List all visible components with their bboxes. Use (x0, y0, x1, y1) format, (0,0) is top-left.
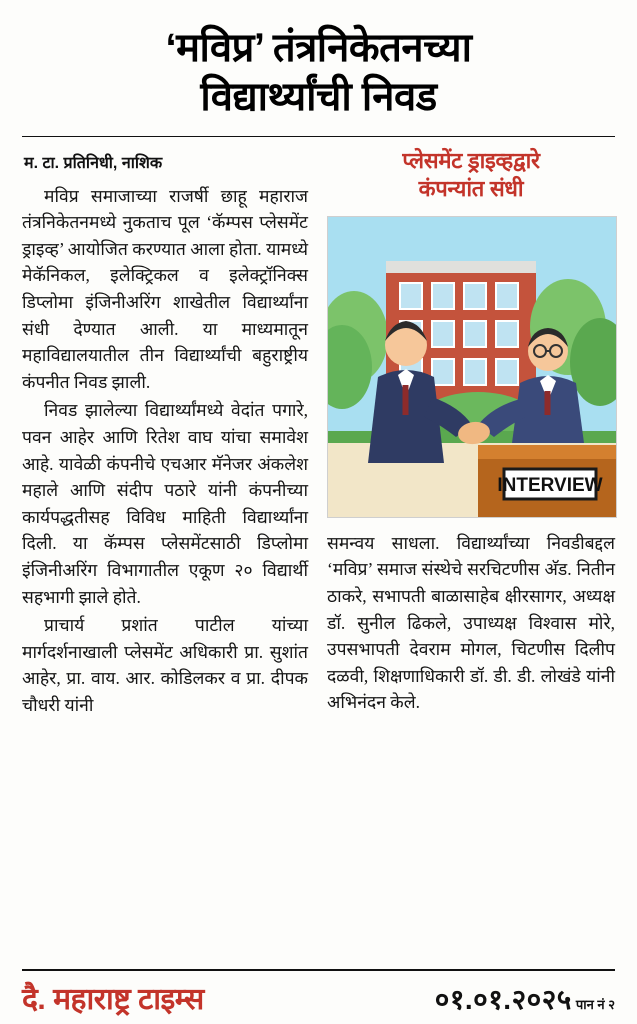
issue-date: ०१.०१.२०२५ (434, 984, 572, 1015)
left-column (22, 147, 308, 721)
article-body (22, 147, 615, 721)
footer (0, 969, 637, 1018)
interview-illustration (327, 216, 617, 518)
headline-line-1: ‘मविप्र’ तंत्रनिकेतनच्या (165, 26, 472, 70)
headline-divider (22, 136, 615, 137)
article-paragraph: निवड झालेल्या विद्यार्थ्यांमध्ये वेदांत पगारे, पवन आहेर आणि रितेश वाघ यांचा समावेश आहे. यावेळी कंपनीचे एचआर मॅनेजर अंकलेश महाले आणि संदीप पठारे यांनी कंपनीच्या कार्यपद्धतीसह विविध माहिती विद्यार्थ्यांना दिली. या कॅम्पस प्लेसमेंटसाठी डिप्लोमा इंजिनीअरिंग विभागातील एकूण २० विद्यार्थी सहभागी झाले होते. (22, 400, 308, 607)
sub-headline (327, 147, 615, 204)
page-title (22, 24, 615, 122)
illustration-svg (328, 217, 616, 517)
masthead: दै. महाराष्ट्र टाइम्स (22, 983, 204, 1016)
headline-line-2: विद्यार्थ्यांची निवड (200, 74, 437, 119)
byline: म. टा. प्रतिनिधी, नाशिक (24, 154, 163, 172)
footer-divider (22, 969, 615, 971)
interview-sign-label: INTERVIEW (497, 474, 603, 496)
article-paragraph: प्राचार्य प्रशांत पाटील यांच्या मार्गदर्शनाखाली प्लेसमेंट अधिकारी प्रा. सुशांत आहेर, प्रा. वाय. आर. कोडिलकर व प्रा. दीपक चौधरी यांनी (22, 615, 308, 715)
article-paragraph: मविप्र समाजाच्या राजर्षी छाहू महाराज तंत्रनिकेतनमध्ये नुकताच पूल ‘कॅम्पस प्लेसमेंट ड्राइव्ह’ आयोजित करण्यात आला होता. यामध्ये मेकॅनिकल, इलेक्ट्रिकल व इलेक्ट्रॉनिक्स डिप्लोमा इंजिनीअरिंग शाखेतील विद्यार्थ्यांना संधी देण्यात आली. या माध्यमातून महाविद्यालयातील तीन विद्यार्थ्यांची बहुराष्ट्रीय कंपनीत निवड झाली. (22, 185, 308, 392)
article-paragraph: समन्वय साधला. विद्यार्थ्यांच्या निवडीबद्दल ‘मविप्र’ समाज संस्थेचे सरचिटणीस अ‍ॅड. नितीन ठाकरे, सभापती बाळासाहेब क्षीरसागर, अध्यक्ष डॉ. सुनील ढिकले, उपाध्यक्ष विश्वास मोरे, उपसभापती देवराम मोगल, चिटणीस दिलीप दळवी, शिक्षणाधिकारी डॉ. डी. डी. लोखंडे यांनी अभिनंदन केले. (327, 532, 615, 713)
page-number: पान नं २ (575, 997, 615, 1012)
sub-headline-line-1: प्लेसमेंट ड्राइव्हद्वारे (402, 147, 540, 173)
right-column (327, 147, 615, 718)
sub-headline-line-2: कंपन्यांत संधी (418, 176, 524, 202)
